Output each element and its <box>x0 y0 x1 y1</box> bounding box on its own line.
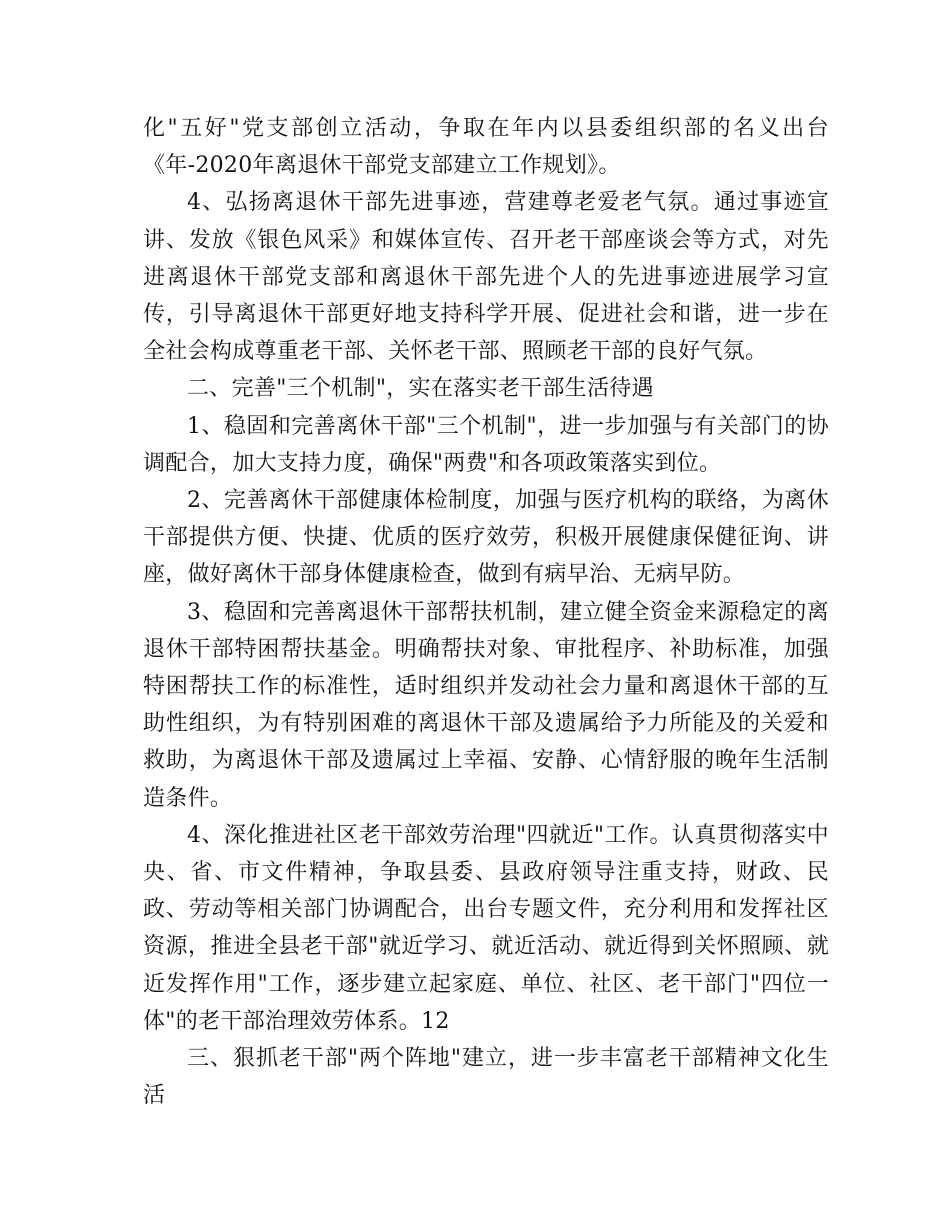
paragraph-item-3-assistance-fund: 3、稳固和完善离退休干部帮扶机制，建立健全资金来源稳定的离退休干部特困帮扶基金。明确帮扶对象、审批程序、补助标准，加强特困帮扶工作的标准性，适时组织并发动社会力量和离退休干部的互助性组织，为有特别困难的离退休干部及遗属给予力所能及的关爱和救助，为离退休干部及遗属过上幸福、安静、心情舒服的晚年生活制造条件。 <box>143 599 829 811</box>
paragraph-item-1-three-mechanisms: 1、稳固和完善离休干部"三个机制"，进一步加强与有关部门的协调配合，加大支持力度，确保"两费"和各项政策落实到位。 <box>143 413 829 476</box>
paragraph-item-2-health-checkup: 2、完善离休干部健康体检制度，加强与医疗机构的联络，为离休干部提供方便、快捷、优质的医疗效劳，积极开展健康保健征询、讲座，做好离休干部身体健康检查，做到有病早治、无病早防。 <box>143 488 829 588</box>
paragraph-continuation: 化"五好"党支部创立活动，争取在年内以县委组织部的名义出台《年-2020年离退休干部党支部建立工作规划》。 <box>143 116 829 179</box>
section-heading-3: 三、狠抓老干部"两个阵地"建立，进一步丰富老干部精神文化生活 <box>143 1046 829 1109</box>
section-heading-2: 二、完善"三个机制"，实在落实老干部生活待遇 <box>187 376 654 402</box>
document-page <box>143 110 829 1114</box>
paragraph-item-4-promote-deeds: 4、弘扬离退休干部先进事迹，营建尊老爱老气氛。通过事迹宣讲、发放《银色风采》和媒体宣传、召开老干部座谈会等方式，对先进离退休干部党支部和离退休干部先进个人的先进事迹进展学习宣传，引导离退休干部更好地支持科学开展、促进社会和谐，进一步在全社会构成尊重老干部、关怀老干部、照顾老干部的良好气氛。 <box>143 190 829 365</box>
paragraph-item-4-community-service: 4、深化推进社区老干部效劳治理"四就近"工作。认真贯彻落实中央、省、市文件精神，争取县委、县政府领导注重支持，财政、民政、劳动等相关部门协调配合，出台专题文件，充分利用和发挥社区资源，推进全县老干部"就近学习、就近活动、就近得到关怀照顾、就近发挥作用"工作，逐步建立起家庭、单位、社区、老干部门"四位一体"的老干部治理效劳体系。12 <box>143 822 829 1034</box>
